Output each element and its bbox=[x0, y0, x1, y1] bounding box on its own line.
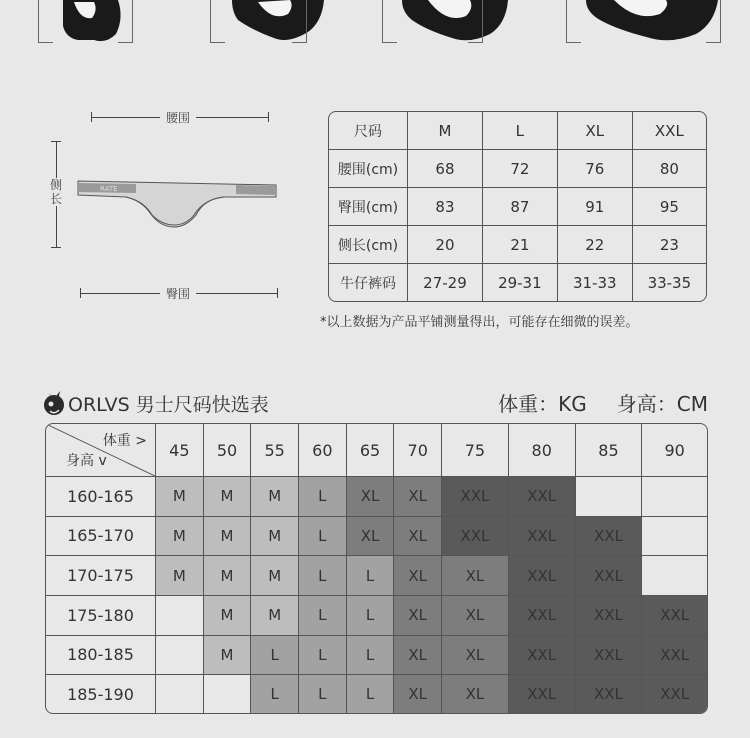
size-recommendation-cell: XXL bbox=[509, 636, 576, 676]
size-recommendation-cell: L bbox=[251, 636, 299, 676]
height-row bbox=[46, 477, 707, 517]
weight-column-header: 50 bbox=[204, 424, 252, 477]
height-row bbox=[46, 636, 707, 676]
model-figure-3 bbox=[400, 0, 510, 44]
size-value-cell: 20 bbox=[408, 226, 483, 264]
empty-cell bbox=[576, 477, 643, 517]
size-recommendation-cell: XXL bbox=[576, 517, 643, 557]
weight-axis-label: 体重 > bbox=[102, 433, 147, 449]
size-recommendation-cell: M bbox=[251, 477, 299, 517]
size-table-corner: 尺码 bbox=[329, 112, 408, 150]
size-recommendation-cell: XXL bbox=[509, 675, 576, 713]
size-recommendation-cell: XL bbox=[442, 596, 509, 636]
side-length-label: 侧长 bbox=[49, 178, 62, 206]
waist-label: 腰围 bbox=[160, 109, 196, 126]
size-value-cell: 27-29 bbox=[408, 264, 483, 301]
dimension-cap bbox=[277, 288, 278, 298]
size-recommendation-cell: M bbox=[251, 556, 299, 596]
size-value-cell: 23 bbox=[633, 226, 706, 264]
size-value-cell: 87 bbox=[483, 188, 558, 226]
weight-column-header: 70 bbox=[394, 424, 442, 477]
size-table-row bbox=[329, 188, 706, 226]
weight-column-header: 90 bbox=[642, 424, 707, 477]
height-row-label: 180-185 bbox=[46, 636, 156, 676]
size-recommendation-cell: XXL bbox=[442, 477, 509, 517]
size-table-row bbox=[329, 264, 706, 301]
height-row-label: 170-175 bbox=[46, 556, 156, 596]
height-axis-label: 身高 v bbox=[66, 453, 107, 469]
figure-bracket bbox=[292, 0, 307, 43]
brand-logo-icon bbox=[42, 389, 66, 417]
size-recommendation-cell: XL bbox=[442, 556, 509, 596]
model-figure-2 bbox=[228, 0, 328, 44]
size-recommendation-cell: XL bbox=[347, 517, 395, 557]
empty-cell bbox=[156, 596, 204, 636]
measurement-note: *以上数据为产品平铺测量得出，可能存在细微的误差。 bbox=[320, 315, 639, 330]
model-figures-strip bbox=[0, 0, 750, 48]
figure-bracket bbox=[118, 0, 133, 43]
size-recommendation-cell: XXL bbox=[576, 596, 643, 636]
size-recommendation-cell: L bbox=[299, 636, 347, 676]
size-recommendation-cell: XL bbox=[442, 636, 509, 676]
size-recommendation-cell: L bbox=[299, 556, 347, 596]
height-row bbox=[46, 675, 707, 713]
size-recommendation-cell: XL bbox=[394, 477, 442, 517]
size-column-header: XXL bbox=[633, 112, 706, 150]
size-row-label: 腰围(cm) bbox=[329, 150, 408, 188]
empty-cell bbox=[204, 675, 252, 713]
height-row bbox=[46, 517, 707, 557]
size-recommendation-cell: XXL bbox=[442, 517, 509, 557]
size-recommendation-cell: M bbox=[156, 477, 204, 517]
size-value-cell: 83 bbox=[408, 188, 483, 226]
weight-column-header: 75 bbox=[442, 424, 509, 477]
size-recommendation-cell: L bbox=[347, 636, 395, 676]
size-recommendation-cell: XXL bbox=[642, 596, 707, 636]
size-recommendation-cell: XL bbox=[394, 675, 442, 713]
height-unit-label: 身高：CM bbox=[616, 392, 708, 416]
hip-label: 臀围 bbox=[160, 285, 196, 302]
size-value-cell: 72 bbox=[483, 150, 558, 188]
size-value-cell: 22 bbox=[558, 226, 633, 264]
quick-chart-title-row bbox=[42, 388, 269, 418]
size-recommendation-cell: M bbox=[251, 517, 299, 557]
size-recommendation-cell: M bbox=[204, 636, 252, 676]
figure-bracket bbox=[38, 0, 53, 43]
empty-cell bbox=[642, 556, 707, 596]
size-row-label: 侧长(cm) bbox=[329, 226, 408, 264]
weight-unit-label: 体重：KG bbox=[498, 392, 587, 416]
height-row-label: 160-165 bbox=[46, 477, 156, 517]
size-recommendation-cell: XL bbox=[394, 556, 442, 596]
size-row-label: 牛仔裤码 bbox=[329, 264, 408, 301]
weight-column-header: 55 bbox=[251, 424, 299, 477]
quick-chart-header-row bbox=[46, 424, 707, 477]
figure-bracket bbox=[210, 0, 225, 43]
dimension-cap bbox=[91, 112, 92, 122]
quick-chart-corner bbox=[46, 424, 156, 477]
size-recommendation-cell: XL bbox=[442, 675, 509, 713]
size-value-cell: 80 bbox=[633, 150, 706, 188]
size-recommendation-cell: M bbox=[204, 596, 252, 636]
height-row bbox=[46, 596, 707, 636]
size-recommendation-cell: M bbox=[156, 556, 204, 596]
dimension-cap bbox=[80, 288, 81, 298]
size-recommendation-cell: XXL bbox=[509, 477, 576, 517]
size-recommendation-cell: L bbox=[299, 477, 347, 517]
size-recommendation-cell: XXL bbox=[509, 517, 576, 557]
size-table-row bbox=[329, 226, 706, 264]
figure-bracket bbox=[706, 0, 721, 43]
size-recommendation-cell: XXL bbox=[642, 675, 707, 713]
size-recommendation-cell: M bbox=[204, 477, 252, 517]
size-column-header: XL bbox=[558, 112, 633, 150]
height-row-label: 185-190 bbox=[46, 675, 156, 713]
size-recommendation-cell: L bbox=[251, 675, 299, 713]
size-table-header-row bbox=[329, 112, 706, 150]
weight-column-header: 45 bbox=[156, 424, 204, 477]
size-table-row bbox=[329, 150, 706, 188]
size-column-header: M bbox=[408, 112, 483, 150]
size-recommendation-cell: L bbox=[347, 556, 395, 596]
height-row-label: 165-170 bbox=[46, 517, 156, 557]
dimension-cap bbox=[51, 141, 61, 142]
figure-bracket bbox=[468, 0, 483, 43]
quick-chart-title: ORLVS 男士尺码快选表 bbox=[68, 393, 269, 416]
weight-column-header: 60 bbox=[299, 424, 347, 477]
size-value-cell: 76 bbox=[558, 150, 633, 188]
size-table bbox=[328, 111, 707, 302]
size-recommendation-cell: M bbox=[251, 596, 299, 636]
size-value-cell: 29-31 bbox=[483, 264, 558, 301]
size-value-cell: 31-33 bbox=[558, 264, 633, 301]
size-recommendation-cell: L bbox=[299, 675, 347, 713]
size-recommendation-cell: M bbox=[204, 556, 252, 596]
empty-cell bbox=[642, 477, 707, 517]
size-recommendation-cell: L bbox=[347, 596, 395, 636]
weight-column-header: 85 bbox=[576, 424, 643, 477]
size-recommendation-cell: XXL bbox=[509, 596, 576, 636]
size-recommendation-cell: M bbox=[204, 517, 252, 557]
size-value-cell: 33-35 bbox=[647, 273, 692, 292]
height-row-label: 175-180 bbox=[46, 596, 156, 636]
size-recommendation-cell: XXL bbox=[642, 636, 707, 676]
size-value-cell: 91 bbox=[558, 188, 633, 226]
figure-bracket bbox=[382, 0, 397, 43]
dimension-cap bbox=[268, 112, 269, 122]
size-recommendation-cell: XXL bbox=[576, 636, 643, 676]
size-row-label: 臀围(cm) bbox=[329, 188, 408, 226]
size-recommendation-cell: M bbox=[156, 517, 204, 557]
size-value-cell: 68 bbox=[408, 150, 483, 188]
size-column-header: L bbox=[483, 112, 558, 150]
empty-cell bbox=[642, 517, 707, 557]
size-recommendation-cell: L bbox=[299, 517, 347, 557]
size-value-cell: 95 bbox=[633, 188, 706, 226]
empty-cell bbox=[156, 675, 204, 713]
empty-cell bbox=[156, 636, 204, 676]
size-recommendation-cell: XXL bbox=[576, 556, 643, 596]
size-recommendation-cell: XXL bbox=[509, 556, 576, 596]
weight-column-header: 65 bbox=[347, 424, 395, 477]
size-recommendation-cell: XXL bbox=[576, 675, 643, 713]
size-recommendation-cell: XL bbox=[394, 517, 442, 557]
size-recommendation-cell: XL bbox=[394, 636, 442, 676]
size-recommendation-cell: XL bbox=[347, 477, 395, 517]
brief-product-illustration bbox=[76, 175, 280, 231]
size-recommendation-cell: XL bbox=[394, 596, 442, 636]
size-value-cell: 21 bbox=[483, 226, 558, 264]
figure-bracket bbox=[566, 0, 581, 43]
dimension-cap bbox=[51, 247, 61, 248]
brief-brand-print: RATE bbox=[100, 185, 118, 193]
unit-legend bbox=[498, 388, 708, 417]
size-recommendation-cell: L bbox=[299, 596, 347, 636]
size-recommendation-cell: L bbox=[347, 675, 395, 713]
height-row bbox=[46, 556, 707, 596]
model-figure-4 bbox=[586, 0, 718, 44]
quick-size-chart bbox=[45, 423, 708, 714]
weight-column-header: 80 bbox=[509, 424, 576, 477]
